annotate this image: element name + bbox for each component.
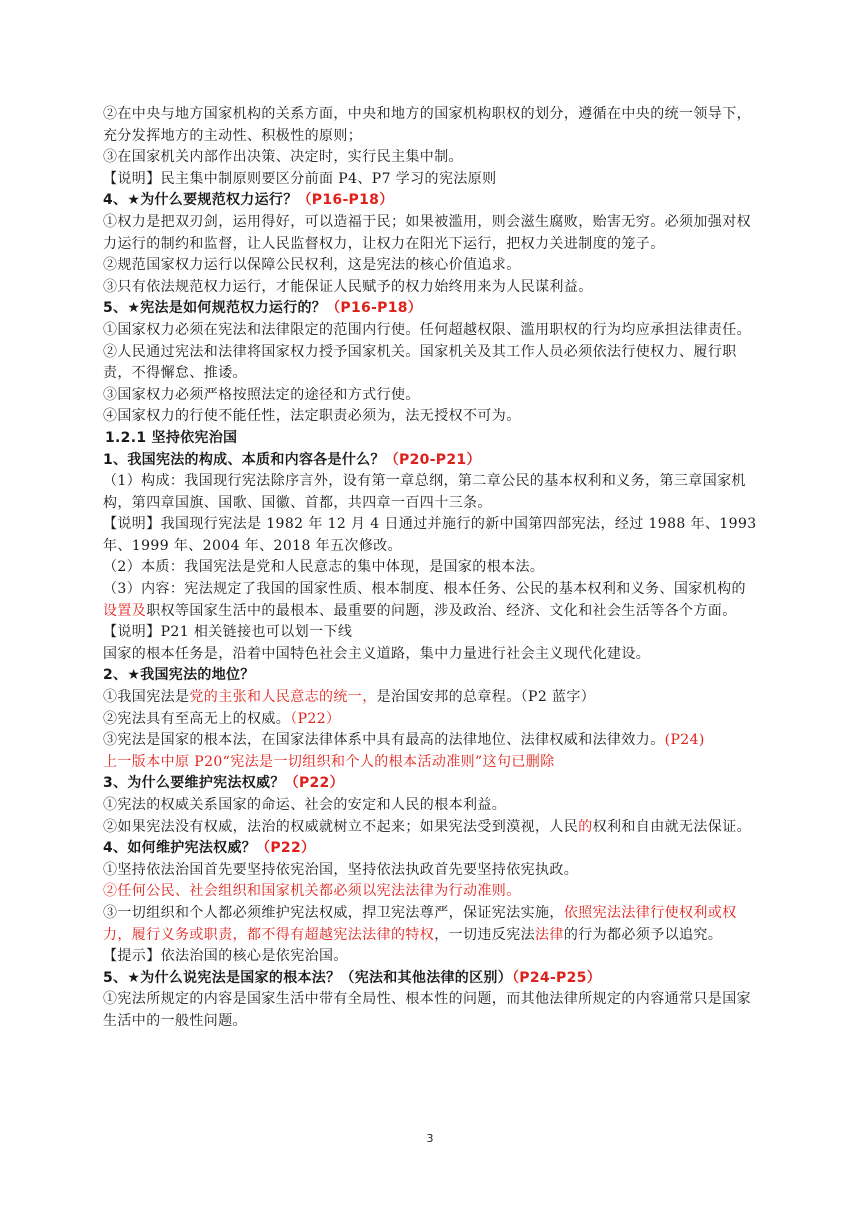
- text-run: ②宪法具有至高无上的权威。: [103, 710, 291, 727]
- paragraph: ③在国家机关内部作出决策、决定时，实行民主集中制。: [103, 149, 463, 166]
- paragraph: 国家的根本任务是，沿着中国特色社会主义道路，集中力量进行社会主义现代化建设。: [103, 645, 651, 662]
- highlighted-text: 党的主张和人民意志的统一，: [189, 689, 377, 706]
- question-heading: [103, 450, 758, 472]
- paragraph: ①坚持依法治国首先要坚持依宪治国，坚持依法执政首先要坚持依宪执政。: [103, 861, 579, 878]
- paragraph: ①权力是把双刃剑，运用得好，可以造福于民；如果被滥用，则会滋生腐败，贻害无穷。必须加强对权力运行的制约和监督，让人民监督权力，让权力在阳光下运行，把权力关进制度的笼子。: [103, 213, 751, 252]
- question-heading: [103, 838, 758, 860]
- section-heading: 1.2.1 坚持依宪治国: [105, 429, 238, 446]
- page-reference: （P22）: [256, 840, 316, 857]
- page-reference: （P16-P18）: [326, 300, 423, 317]
- paragraph: ②在中央与地方国家机构的关系方面，中央和地方的国家机构职权的划分，遵循在中央的统一领导下，充分发挥地方的主动性、积极性的原则；: [103, 106, 751, 144]
- page-reference: （P24-P25）: [512, 969, 601, 986]
- paragraph: ③只有依法规范权力运行，才能保证人民赋予的权力始终用来为人民谋利益。: [103, 278, 593, 295]
- paragraph: [103, 579, 758, 622]
- question-heading: 2、★我国宪法的地位？: [103, 667, 255, 684]
- paragraph: （2）本质：我国宪法是党和人民意志的集中体现，是国家的根本法。: [103, 559, 545, 576]
- page-reference: （P16-P18）: [297, 192, 394, 209]
- paragraph: ①国家权力必须在宪法和法律限定的范围内行使。任何超越权限、滥用职权的行为均应承担法律责任。: [103, 321, 751, 338]
- heading-text: 3、为什么要维护宪法权威？: [103, 775, 285, 792]
- paragraph: [103, 817, 758, 839]
- heading-text: 4、★为什么要规范权力运行？: [103, 192, 298, 209]
- paragraph: ①宪法的权威关系国家的命运、社会的安定和人民的根本利益。: [103, 797, 507, 813]
- paragraph: ②人民通过宪法和法律将国家权力授予国家机关。国家机关及其工作人员必须依法行使权力、履行职责，不得懈怠、推诿。: [103, 343, 737, 382]
- highlighted-paragraph: ②任何公民、社会组织和国家机关都必须以宪法法律为行动准则。: [103, 883, 521, 900]
- paragraph: ①宪法所规定的内容是国家生活中带有全局性、根本性的问题，而其他法律所规定的内容通常只是国家生活中的一般性问题。: [103, 991, 751, 1029]
- heading-text: 1、我国宪法的构成、本质和内容各是什么？: [103, 451, 385, 468]
- paragraph: [103, 709, 758, 731]
- note-paragraph: 【说明】我国现行宪法是 1982 年 12 月 4 日通过并施行的新中国第四部宪法，经过 1988 年、1993 年、1999 年、2004 年、2018 年五次修改。: [103, 516, 757, 554]
- highlighted-text: 法律: [535, 926, 564, 943]
- highlighted-text: 依照宪法法律行使权利或权力，履行义务或职责，都不得有超越宪法法律的特权: [103, 904, 737, 943]
- question-heading: [103, 968, 758, 990]
- paragraph: ④国家权力的行使不能任性，法定职责必须为，法无授权不可为。: [103, 408, 521, 425]
- paragraph: [103, 730, 758, 752]
- text-run: ，一切违反宪法: [434, 926, 536, 943]
- paragraph: ②规范国家权力运行以保障公民权利，这是宪法的核心价值追求。: [103, 257, 521, 274]
- text-run: ③宪法是国家的根本法，在国家法律体系中具有最高的法律地位、法律权威和法律效力。: [103, 732, 665, 749]
- heading-text: 4、如何维护宪法权威？: [103, 840, 257, 857]
- page-reference: (P24): [664, 732, 705, 749]
- tip-paragraph: 【提示】依法治国的核心是依宪治国。: [103, 948, 348, 965]
- page-reference: （P22）: [290, 710, 341, 727]
- heading-text: 5、★为什么说宪法是国家的根本法？（宪法和其他法律的区别）: [103, 969, 512, 986]
- text-run: （3）内容：宪法规定了我国的国家性质、根本制度、根本任务、公民的基本权利和义务、国家机构的: [103, 581, 746, 598]
- text-run: 的行为都必须予以追究。: [563, 926, 723, 943]
- note-paragraph: 【说明】民主集中制原则要区分前面 P4、P7 学习的宪法原则: [103, 170, 497, 187]
- text-run: 是治国安邦的总章程。（P2 蓝字）: [376, 689, 596, 706]
- document-page: [103, 104, 758, 1033]
- paragraph: ③国家权力必须严格按照法定的途径和方式行使。: [103, 386, 420, 403]
- text-run: ①我国宪法是: [103, 689, 190, 706]
- text-run: ②如果宪法没有权威，法治的权威就树立不起来；如果宪法受到漠视，人民: [103, 818, 579, 835]
- highlighted-text: 的: [578, 818, 593, 835]
- question-heading: [103, 773, 758, 795]
- highlighted-paragraph: 上一版本中原 P20“宪法是一切组织和个人的根本活动准则”这句已删除: [103, 753, 555, 770]
- highlighted-text: 设置及: [103, 602, 147, 619]
- page-number: 3: [426, 1132, 434, 1145]
- question-heading: [103, 190, 758, 212]
- note-paragraph: 【说明】P21 相关链接也可以划一下线: [103, 624, 353, 641]
- text-run: ③一切组织和个人都必须维护宪法权威，捍卫宪法尊严，保证宪法实施，: [103, 904, 564, 921]
- page-reference: （P20-P21）: [384, 451, 481, 468]
- text-run: 权利和自由就无法保证。: [592, 818, 752, 835]
- page-reference: （P22）: [284, 775, 344, 792]
- paragraph: （1）构成：我国现行宪法除序言外，设有第一章总纲，第二章公民的基本权利和义务，第三章国家机构，第四章国旗、国歌、国徽、首都，共四章一百四十三条。: [103, 473, 746, 511]
- heading-text: 5、★宪法是如何规范权力运行的？: [103, 300, 327, 317]
- text-run: 职权等国家生活中的最根本、最重要的问题，涉及政治、经济、文化和社会生活等各个方面。: [146, 602, 737, 619]
- question-heading: [103, 298, 758, 320]
- paragraph: [103, 687, 758, 709]
- paragraph: [103, 903, 758, 946]
